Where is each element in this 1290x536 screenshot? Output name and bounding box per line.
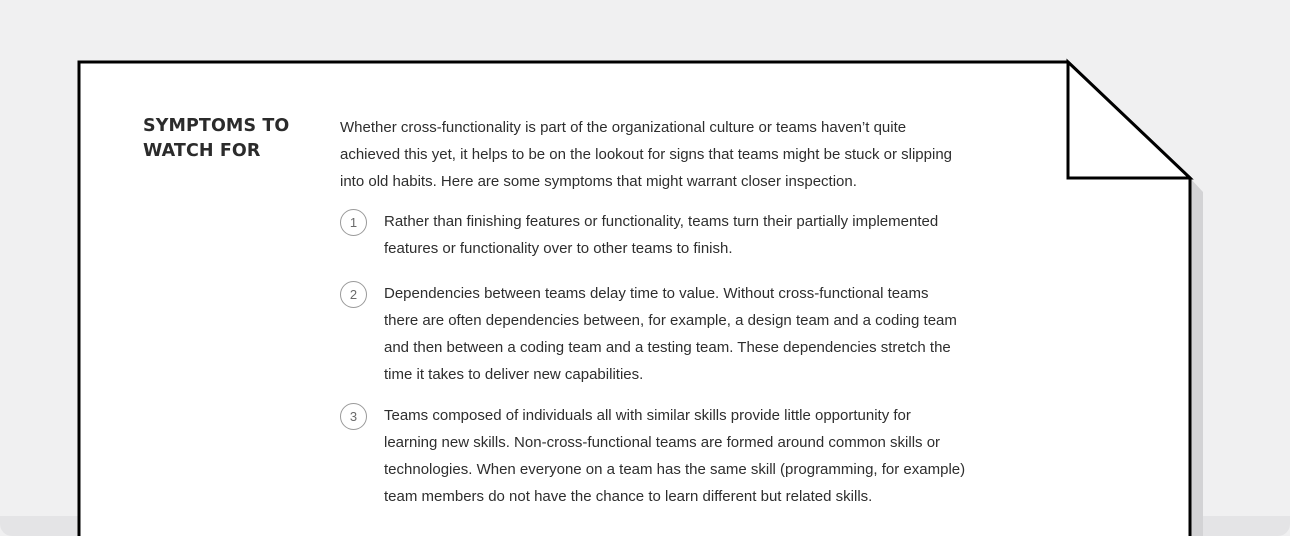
intro-line: Whether cross-functionality is part of the organizational culture or teams haven’t quite [340,119,907,136]
intro-line: into old habits. Here are some symptoms that might warrant closer inspection. [340,173,857,190]
symptom-text [384,280,957,388]
symptom-text [384,208,938,262]
symptom-line: team members do not have the chance to learn different but related skills. [384,488,873,505]
symptom-line: Rather than finishing features or functionality, teams turn their partially implemented [384,213,939,230]
symptom-line: learning new skills. Non-cross-functional teams are formed around common skills or [384,434,941,451]
intro-paragraph [340,114,1030,195]
symptom-line: technologies. When everyone on a team has the same skill (programming, for example) [384,461,966,478]
heading-line: WATCH FOR [143,141,261,161]
number-badge: 2 [340,281,367,308]
number-badge: 3 [340,403,367,430]
symptom-line: there are often dependencies between, for example, a design team and a coding team [384,312,957,329]
symptom-line: time it takes to deliver new capabilities. [384,366,644,383]
symptom-line: and then between a coding team and a testing team. These dependencies stretch the [384,339,951,356]
number-badge: 1 [340,209,367,236]
heading-line: SYMPTOMS TO [143,116,290,136]
section-heading [143,114,313,164]
symptom-text [384,402,965,510]
symptom-line: Teams composed of individuals all with similar skills provide little opportunity for [384,407,911,424]
intro-line: achieved this yet, it helps to be on the lookout for signs that teams might be stuck or slipping [340,146,953,163]
symptom-line: Dependencies between teams delay time to value. Without cross-functional teams [384,285,929,302]
symptom-line: features or functionality over to other teams to finish. [384,240,733,257]
